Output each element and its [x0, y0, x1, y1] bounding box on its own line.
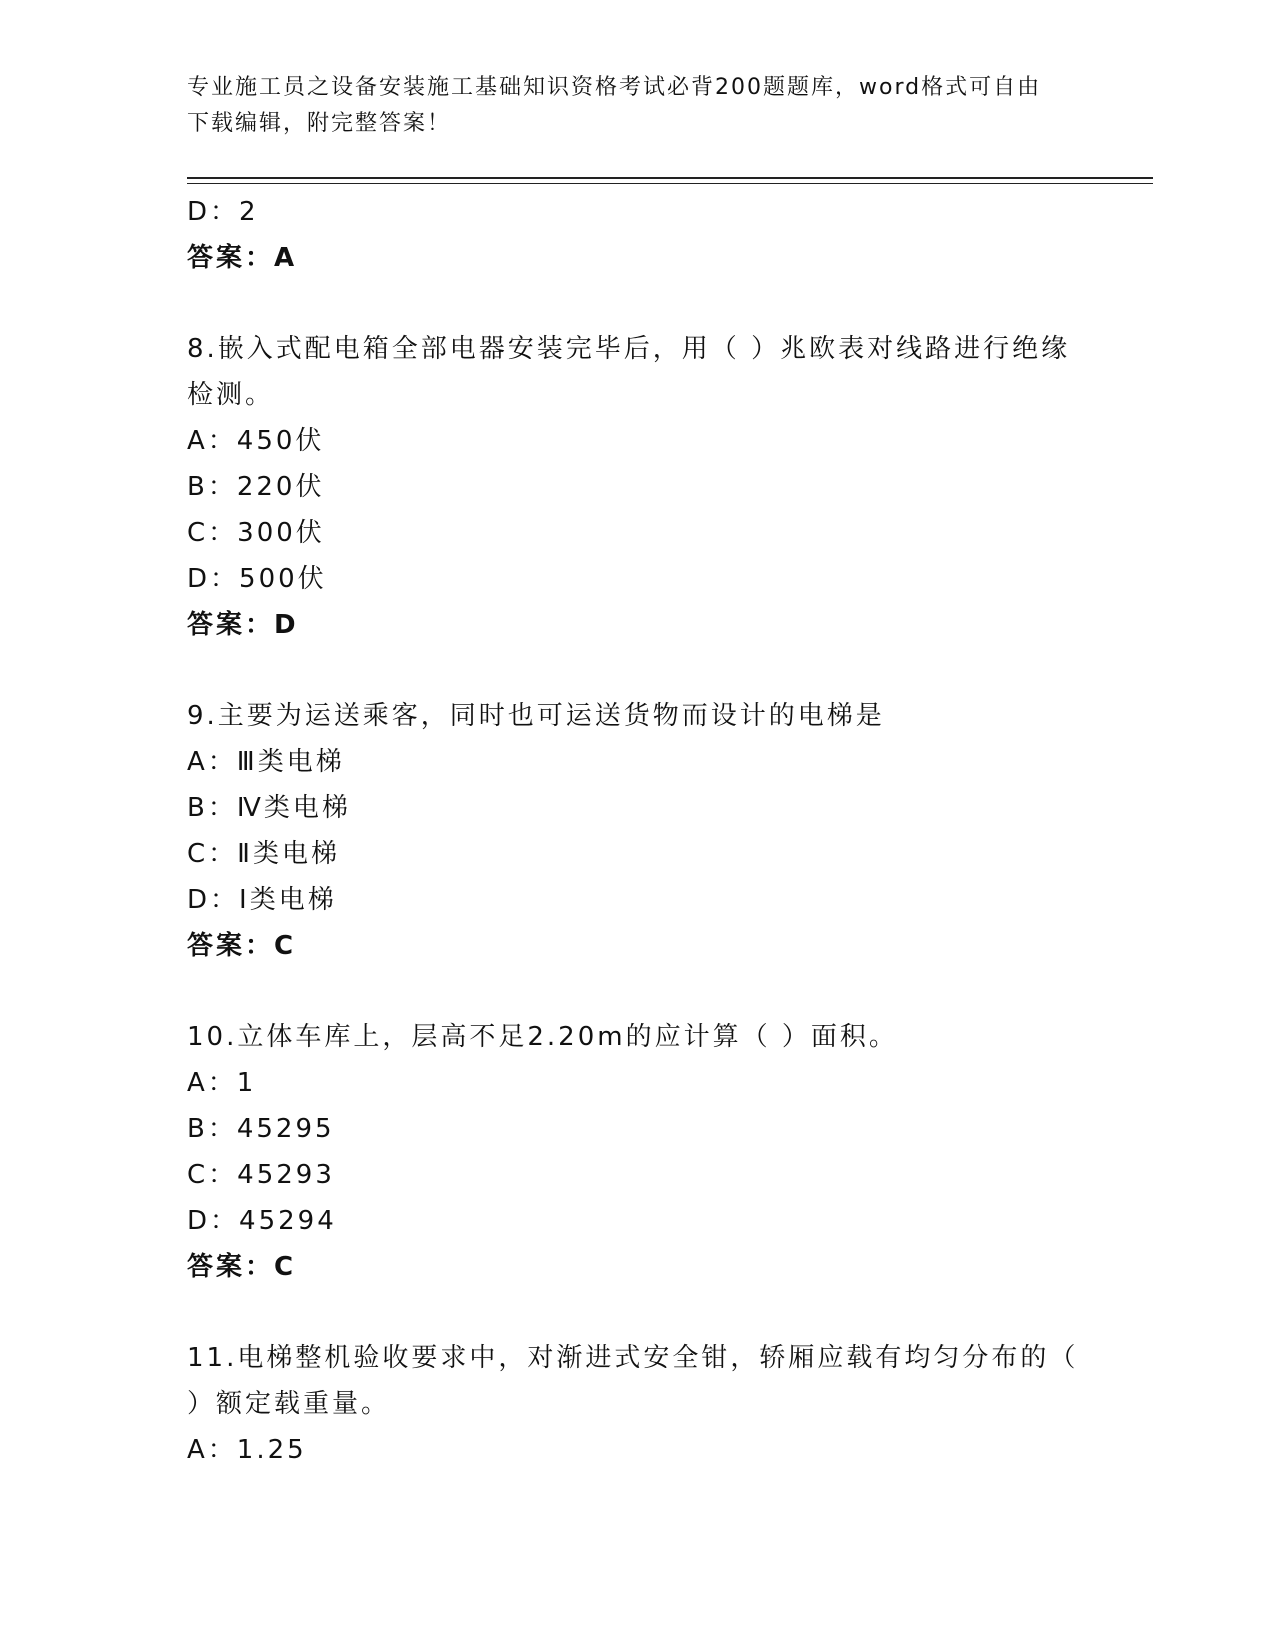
header-divider-thin [187, 183, 1153, 184]
question-stem: 10.立体车库上，层高不足2.20m的应计算（ ）面积。 [187, 1022, 898, 1052]
question-9 [187, 693, 1087, 969]
question-stem-cont: ）额定载重量。 [187, 1389, 391, 1419]
document-header [187, 70, 1087, 142]
option-a: A：Ⅲ类电梯 [187, 747, 345, 777]
answer: 答案：D [187, 610, 299, 640]
option-c: C：45293 [187, 1160, 335, 1190]
option-d: D：Ⅰ类电梯 [187, 885, 337, 915]
option-a: A：1 [187, 1068, 257, 1098]
option-b: B：220伏 [187, 472, 325, 502]
question-11 [187, 1335, 1087, 1473]
question-10 [187, 1014, 1087, 1290]
question-stem: 9.主要为运送乘客，同时也可运送货物而设计的电梯是 [187, 701, 885, 731]
option-c: C：300伏 [187, 518, 325, 548]
header-divider-thick [187, 177, 1153, 179]
option-c: C：Ⅱ类电梯 [187, 839, 340, 869]
prev-option-d: D：2 [187, 197, 259, 227]
spacer [187, 281, 1087, 326]
option-d: D：500伏 [187, 564, 327, 594]
question-stem-cont: 检测。 [187, 380, 275, 410]
header-line-2: 下载编辑，附完整答案！ [187, 111, 452, 136]
spacer [187, 648, 1087, 693]
option-b: B：Ⅳ类电梯 [187, 793, 351, 823]
option-a: A：450伏 [187, 426, 325, 456]
spacer [187, 969, 1087, 1014]
spacer [187, 1290, 1087, 1335]
question-stem: 8.嵌入式配电箱全部电器安装完毕后，用（ ）兆欧表对线路进行绝缘 [187, 334, 1071, 364]
option-b: B：45295 [187, 1114, 335, 1144]
question-list [187, 189, 1087, 1473]
option-d: D：45294 [187, 1206, 337, 1236]
question-stem: 11.电梯整机验收要求中，对渐进式安全钳，轿厢应载有均匀分布的（ [187, 1343, 1079, 1373]
header-line-1: 专业施工员之设备安装施工基础知识资格考试必背200题题库，word格式可自由 [187, 75, 1042, 100]
answer: 答案：C [187, 931, 297, 961]
answer: 答案：C [187, 1252, 297, 1282]
question-8 [187, 326, 1087, 648]
prev-answer: 答案：A [187, 243, 298, 273]
option-a: A：1.25 [187, 1435, 307, 1465]
